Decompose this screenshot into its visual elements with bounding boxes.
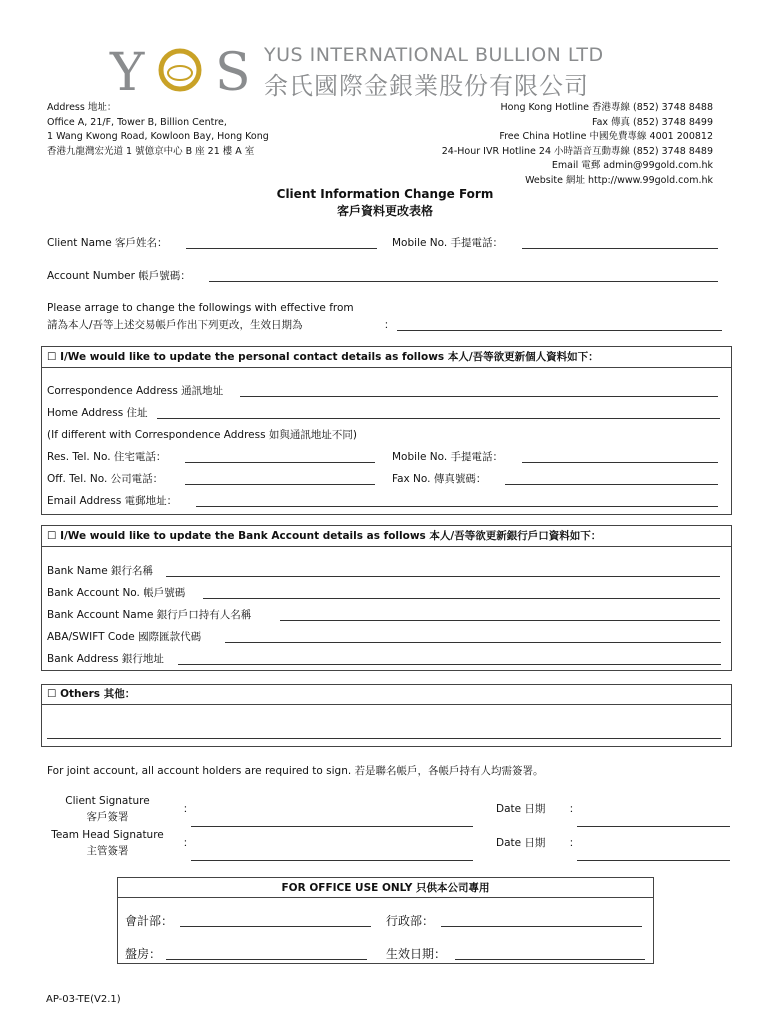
logo-mark — [108, 44, 263, 96]
address-line-1: Office A, 21/F, Tower B, Billion Centre, — [47, 116, 227, 128]
contact-china-hotline: Free China Hotline 中國免費專線 4001 200812 — [499, 131, 713, 142]
bank-address-label: Bank Address 銀行地址 — [47, 653, 164, 665]
joint-account-note: For joint account, all account holders are required to sign. 若是聯名帳戶，各帳戶持有人均需簽署。 — [47, 765, 544, 777]
effective-date-zh: 請為本人/吾等上述交易帳戶作出下列更改，生效日期為 — [47, 319, 303, 331]
address-line-2: 1 Wang Kwong Road, Kowloon Bay, Hong Kong — [47, 131, 269, 142]
bank-account-name-label: Bank Account Name 銀行戶口持有人名稱 — [47, 609, 252, 621]
head-signature-field[interactable] — [191, 860, 473, 861]
bank-name-field[interactable] — [166, 576, 720, 577]
off-tel-label: Off. Tel. No. 公司電話： — [47, 473, 164, 485]
others-field[interactable] — [47, 738, 721, 739]
head-date-colon: ： — [569, 837, 580, 849]
accounting-field[interactable] — [180, 926, 371, 927]
address-label: Address 地址： — [47, 102, 117, 113]
client-name-field[interactable] — [186, 248, 377, 249]
company-name-zh: 余氏國際金銀業股份有限公司 — [264, 72, 589, 100]
fax-no-label: Fax No. 傳真號碼： — [392, 473, 487, 485]
bank-account-no-label: Bank Account No. 帳戶號碼 — [47, 587, 186, 599]
effective-date-office-label: 生效日期： — [386, 947, 447, 961]
contact-block — [442, 101, 713, 188]
dealing-field[interactable] — [166, 959, 367, 960]
swift-code-field[interactable] — [225, 642, 721, 643]
personal-section-header[interactable]: ☐ I/We would like to update the personal contact details as follows 本人/吾等欲更新個人資料如下： — [47, 351, 599, 363]
others-section-header-bar — [42, 685, 731, 705]
form-title-zh: 客戶資料更改表格 — [336, 204, 433, 218]
personal-mobile-field[interactable] — [522, 462, 718, 463]
effective-date-office-field[interactable] — [455, 959, 645, 960]
contact-ivr-hotline: 24-Hour IVR Hotline 24 小時語音互動專線 (852) 3748 8489 — [441, 145, 713, 157]
admin-label: 行政部： — [386, 914, 435, 928]
contact-fax: Fax 傳真 (852) 3748 8499 — [591, 116, 713, 128]
account-number-label: Account Number 帳戶號碼： — [47, 270, 191, 282]
dealing-label: 盤房： — [125, 947, 162, 961]
mobile-no-label: Mobile No. 手提電話： — [392, 237, 504, 249]
bank-account-name-field[interactable] — [280, 620, 720, 621]
contact-email: Email 電郵 admin@99gold.com.hk — [551, 160, 713, 171]
email-address-label: Email Address 電郵地址： — [47, 495, 178, 507]
logo-gold-inner — [168, 66, 192, 80]
home-address-note: (If different with Correspondence Address 如與通訊地址不同) — [47, 429, 358, 441]
client-date-colon: ： — [569, 803, 580, 815]
effective-date-field[interactable] — [397, 330, 722, 331]
head-signature-colon: ： — [183, 837, 194, 849]
effective-date-en: Please arrage to change the followings with effective from — [47, 302, 354, 314]
client-signature-field[interactable] — [191, 826, 473, 827]
res-tel-field[interactable] — [185, 462, 375, 463]
contact-website: Website 網址 http://www.99gold.com.hk — [525, 174, 713, 186]
office-use-title: FOR OFFICE USE ONLY 只供本公司專用 — [281, 882, 490, 894]
swift-code-label: ABA/SWIFT Code 國際匯款代碼 — [47, 631, 202, 643]
head-signature-label — [46, 827, 169, 859]
head-date-field[interactable] — [577, 860, 730, 861]
head-signature-en: Team Head Signature — [51, 829, 164, 841]
form-code: AP-03-TE(V2.1) — [46, 994, 121, 1005]
others-section-header[interactable]: ☐ Others 其他： — [47, 688, 136, 700]
mobile-no-field[interactable] — [522, 248, 718, 249]
correspondence-address-label: Correspondence Address 通訊地址 — [47, 385, 224, 397]
contact-hk-hotline: Hong Kong Hotline 香港專線 (852) 3748 8488 — [500, 102, 713, 113]
address-block — [47, 101, 269, 159]
fax-no-field[interactable] — [505, 484, 718, 485]
account-number-field[interactable] — [209, 281, 718, 282]
client-date-label: Date 日期 — [496, 803, 546, 815]
home-address-label: Home Address 住址 — [47, 407, 148, 419]
client-signature-colon: ： — [183, 803, 194, 815]
head-signature-zh: 主管簽署 — [86, 845, 129, 857]
correspondence-address-field[interactable] — [240, 396, 718, 397]
head-date-label: Date 日期 — [496, 837, 546, 849]
email-address-field[interactable] — [196, 506, 718, 507]
logo-letter-y: Y — [110, 44, 145, 96]
bank-section-header[interactable]: ☐ I/We would like to update the Bank Account details as follows 本人/吾等欲更新銀行戶口資料如下： — [47, 530, 602, 542]
logo-letter-s: S — [215, 44, 251, 96]
bank-address-field[interactable] — [178, 664, 721, 665]
admin-field[interactable] — [441, 926, 642, 927]
address-line-3: 香港九龍灣宏光道 1 號億京中心 B 座 21 樓 A 室 — [47, 145, 255, 157]
bank-account-no-field[interactable] — [203, 598, 720, 599]
form-title-en: Client Information Change Form — [276, 187, 494, 201]
client-date-field[interactable] — [577, 826, 730, 827]
personal-mobile-label: Mobile No. 手提電話： — [392, 451, 504, 463]
form-title — [0, 186, 770, 220]
client-signature-en: Client Signature — [65, 795, 150, 807]
effective-date-colon: ： — [384, 319, 395, 331]
accounting-label: 會計部： — [125, 914, 174, 928]
client-signature-zh: 客戶簽署 — [86, 811, 129, 823]
bank-name-label: Bank Name 銀行名稱 — [47, 565, 154, 577]
client-name-label: Client Name 客戶姓名： — [47, 237, 168, 249]
company-name-en: YUS INTERNATIONAL BULLION LTD — [264, 44, 604, 66]
client-signature-label — [50, 793, 165, 825]
home-address-field[interactable] — [157, 418, 720, 419]
company-logo — [108, 44, 668, 100]
res-tel-label: Res. Tel. No. 住宅電話： — [47, 451, 167, 463]
off-tel-field[interactable] — [185, 484, 375, 485]
